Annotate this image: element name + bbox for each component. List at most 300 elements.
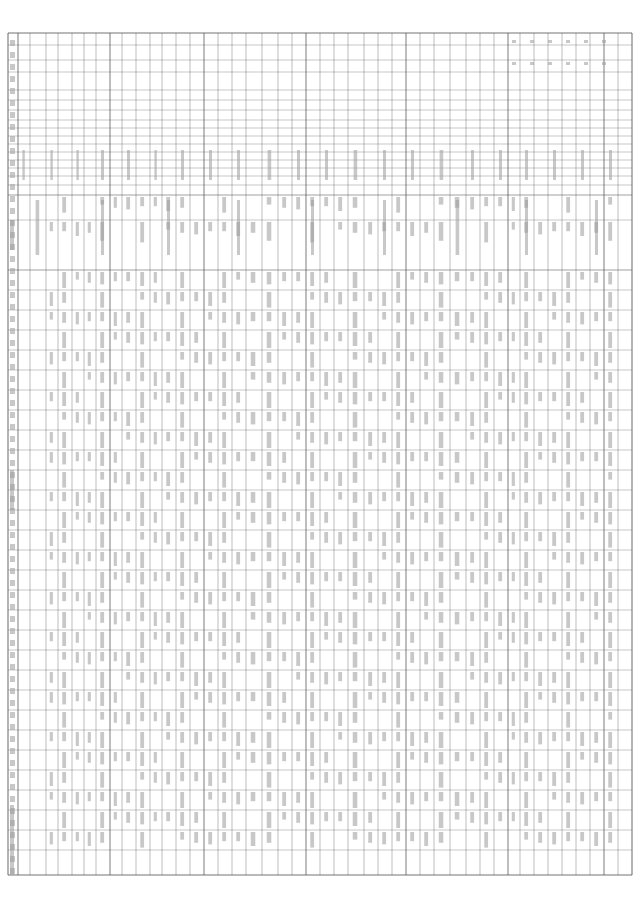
illegible-text [552,632,556,641]
illegible-text [353,492,358,503]
illegible-text [282,652,286,661]
illegible-text [338,712,342,726]
illegible-text [382,832,386,844]
section-caption-text [10,220,14,250]
illegible-text [222,612,226,628]
illegible-text [410,732,414,746]
illegible-text [282,472,286,483]
illegible-text [410,222,414,236]
illegible-text [424,372,428,380]
illegible-text [100,672,104,688]
illegible-text [62,432,66,448]
illegible-text [310,452,314,468]
illegible-text [338,432,342,441]
illegible-text [424,492,428,503]
illegible-text [538,292,542,301]
illegible-text [310,512,314,526]
illegible-text [608,312,612,321]
illegible-text [126,197,130,209]
illegible-text [62,632,66,646]
illegible-text [484,332,488,344]
illegible-text [114,692,117,703]
illegible-text [324,752,328,763]
illegible-text [608,432,612,448]
illegible-text [512,612,515,623]
illegible-text [267,652,272,661]
illegible-text [114,272,117,281]
illegible-text [194,632,198,641]
illegible-text [114,712,117,723]
illegible-text [608,792,612,801]
illegible-text [222,812,226,828]
row-header-text [10,388,15,394]
illegible-text [236,492,240,506]
illegible-text [396,672,400,688]
illegible-text [338,332,342,341]
illegible-text [455,412,460,421]
header-cell-text [530,62,534,65]
illegible-text [470,672,474,680]
illegible-text [222,772,226,783]
illegible-text [353,612,358,628]
illegible-text [166,712,170,726]
illegible-text [76,632,79,643]
illegible-text [512,197,515,211]
illegible-text [208,432,212,443]
illegible-text [76,352,79,361]
illegible-text [114,472,117,483]
column-header-text [311,200,314,255]
illegible-text [236,832,240,841]
illegible-text [62,492,66,501]
illegible-text [222,732,226,741]
column-header-text [471,150,474,180]
illegible-text [236,552,240,564]
illegible-text [282,612,286,624]
illegible-text [396,592,400,601]
illegible-text [208,792,212,800]
illegible-text [424,412,428,424]
illegible-text [424,752,428,763]
illegible-text [470,412,474,426]
illegible-text [88,372,91,380]
illegible-text [50,292,53,306]
illegible-text [338,197,342,211]
illegible-text [267,532,272,548]
illegible-text [396,432,400,448]
illegible-text [566,222,570,231]
illegible-text [50,392,53,401]
illegible-text [88,792,91,801]
illegible-text [50,832,53,844]
illegible-text [251,222,256,233]
row-header-text [10,532,15,538]
illegible-text [50,672,53,683]
illegible-text [251,312,256,321]
illegible-text [396,392,400,406]
illegible-text [594,792,598,801]
illegible-text [353,792,358,808]
illegible-text [368,592,372,603]
illegible-text [296,572,300,583]
column-header-text [167,200,170,255]
illegible-text [580,752,584,760]
illegible-text [100,692,104,706]
illegible-text [424,552,428,561]
illegible-text [222,832,226,841]
illegible-text [368,352,372,363]
illegible-text [194,572,198,583]
illegible-text [251,592,256,606]
illegible-text [236,392,240,403]
illegible-text [484,432,488,443]
illegible-text [608,632,612,648]
illegible-text [310,692,314,708]
illegible-text [208,692,212,703]
illegible-text [62,372,66,388]
illegible-text [62,752,66,768]
illegible-text [166,472,170,486]
illegible-text [524,832,528,840]
illegible-text [396,712,400,728]
illegible-text [282,312,286,326]
illegible-text [222,632,226,646]
illegible-text [194,592,198,603]
illegible-text [608,412,612,421]
illegible-text [608,532,612,548]
illegible-text [484,372,488,381]
illegible-text [296,672,300,680]
illegible-text [222,332,226,348]
illegible-text [324,372,328,386]
illegible-text [396,352,400,361]
illegible-text [498,812,502,821]
illegible-text [538,732,542,744]
row-header-text [10,460,15,466]
illegible-text [470,712,474,724]
illegible-text [484,312,488,328]
illegible-text [580,512,584,520]
illegible-text [484,712,488,721]
illegible-text [410,792,414,804]
illegible-text [114,312,117,326]
illegible-text [538,392,542,401]
illegible-text [455,572,460,580]
row-header-text [10,256,15,262]
column-header-text [76,150,78,180]
illegible-text [439,792,444,801]
row-header-text [10,760,15,766]
header-cell-text [584,40,588,43]
illegible-text [251,352,256,366]
illegible-text [455,612,460,624]
illegible-text [498,292,502,303]
illegible-text [140,412,144,423]
illegible-text [194,432,198,446]
illegible-text [126,572,130,583]
illegible-text [484,752,488,766]
illegible-text [140,452,144,468]
illegible-text [194,222,198,234]
illegible-text [296,472,300,484]
illegible-text [552,432,556,443]
illegible-text [236,272,240,280]
illegible-text [140,732,144,748]
illegible-text [368,692,372,700]
illegible-text [180,472,184,483]
illegible-text [50,792,53,800]
row-header-text [10,52,15,58]
column-header-text [209,150,212,180]
illegible-text [580,222,584,236]
illegible-text [154,632,157,640]
illegible-text [396,292,400,303]
illegible-text [222,572,226,588]
illegible-text [552,832,556,844]
column-header-text [50,150,52,180]
illegible-text [580,412,584,423]
illegible-text [594,492,598,503]
illegible-text [222,222,226,231]
illegible-text [396,372,400,388]
illegible-text [424,732,428,743]
column-header-text [525,200,528,255]
illegible-text [324,197,328,206]
column-header-text [181,150,184,180]
illegible-text [324,432,328,444]
illegible-text [382,292,386,306]
illegible-text [498,392,502,400]
illegible-text [324,672,328,684]
row-header-text [10,652,15,658]
illegible-text [439,492,444,508]
illegible-text [267,352,272,363]
illegible-text [267,292,272,308]
illegible-text [282,512,286,521]
illegible-text [166,612,170,623]
illegible-text [424,832,428,846]
illegible-text [396,632,400,646]
illegible-text [310,572,314,584]
illegible-text [88,592,91,606]
illegible-text [396,612,400,628]
illegible-text [368,292,372,301]
illegible-text [310,612,314,621]
illegible-text [100,812,104,828]
illegible-text [484,632,488,648]
illegible-text [324,572,328,581]
illegible-text [368,332,372,343]
illegible-text [338,492,342,500]
illegible-text [538,672,542,686]
illegible-text [166,532,170,544]
illegible-text [608,492,612,508]
illegible-text [484,592,488,608]
illegible-text [470,752,474,761]
illegible-text [222,712,226,728]
illegible-text [410,352,414,361]
illegible-text [180,292,184,301]
illegible-text [524,432,528,441]
illegible-text [470,572,474,583]
illegible-text [512,712,515,726]
illegible-text [524,332,528,346]
illegible-text [608,452,612,466]
illegible-text [62,332,66,348]
illegible-text [62,612,66,628]
illegible-text [222,472,226,488]
illegible-text [194,352,198,363]
illegible-text [524,712,528,723]
illegible-text [296,197,300,209]
illegible-text [126,672,130,680]
row-header-text [10,436,15,442]
illegible-text [608,812,612,828]
illegible-text [382,312,386,320]
illegible-text [88,732,91,743]
illegible-text [62,732,66,741]
illegible-text [114,372,117,384]
illegible-text [608,197,612,205]
illegible-text [396,532,400,543]
illegible-text [594,352,598,366]
row-header-text [10,100,15,106]
illegible-text [484,552,488,568]
illegible-text [194,832,198,843]
illegible-text [538,532,542,541]
column-header-text [297,150,300,180]
illegible-text [222,412,226,420]
illegible-text [267,692,272,706]
illegible-text [267,732,272,748]
illegible-text [76,312,79,324]
illegible-text [62,712,66,728]
illegible-text [396,752,400,768]
illegible-text [310,272,314,286]
illegible-text [180,272,184,288]
illegible-text [251,612,256,620]
illegible-text [324,612,328,626]
illegible-text [368,492,372,504]
illegible-text [236,632,240,643]
illegible-text [166,632,170,643]
illegible-text [88,452,91,461]
illegible-text [566,712,570,728]
illegible-text [524,692,528,708]
illegible-text [88,352,91,366]
illegible-text [338,372,342,383]
illegible-text [498,332,502,341]
illegible-text [310,352,314,368]
illegible-text [154,472,157,481]
illegible-text [180,792,184,808]
illegible-text [338,732,342,740]
illegible-text [282,692,286,703]
row-header-text [10,304,15,310]
illegible-text [594,412,598,424]
illegible-text [498,472,502,481]
illegible-text [498,632,502,640]
illegible-text [126,792,130,803]
illegible-text [222,392,226,406]
illegible-text [76,392,79,403]
illegible-text [566,732,570,741]
illegible-text [410,552,414,564]
illegible-text [368,222,372,234]
illegible-text [484,197,488,206]
illegible-text [166,392,170,403]
illegible-text [580,392,584,403]
illegible-text [251,752,256,763]
illegible-text [566,812,570,828]
illegible-text [552,552,556,560]
illegible-text [538,592,542,603]
illegible-text [324,532,328,543]
illegible-text [140,552,144,568]
illegible-text [267,492,272,508]
illegible-text [498,712,502,721]
illegible-text [552,792,556,800]
illegible-text [410,492,414,506]
illegible-text [566,452,570,464]
illegible-text [484,352,488,368]
illegible-text [126,332,130,343]
illegible-text [324,292,328,303]
illegible-text [552,392,556,401]
illegible-text [524,752,528,768]
header-cell-text [566,62,570,65]
illegible-text [208,672,212,683]
illegible-text [267,452,272,466]
illegible-text [222,672,226,688]
illegible-text [594,692,598,701]
illegible-text [439,652,444,661]
illegible-text [154,372,157,386]
illegible-text [194,772,198,781]
illegible-text [126,752,130,761]
illegible-text [180,772,184,781]
illegible-text [76,512,79,520]
illegible-text [594,372,598,380]
illegible-text [282,412,286,421]
illegible-text [524,512,528,528]
illegible-text [396,692,400,704]
illegible-text [140,672,144,683]
illegible-text [114,792,117,806]
illegible-text [222,552,226,563]
illegible-text [368,432,372,446]
illegible-text [324,472,328,481]
illegible-text [180,552,184,568]
row-header-text [10,160,15,166]
illegible-text [338,612,342,623]
illegible-text [455,272,460,281]
illegible-text [410,652,414,663]
illegible-text [484,492,488,508]
illegible-text [368,772,372,781]
illegible-text [538,432,542,446]
illegible-text [353,392,358,404]
illegible-text [251,452,256,461]
illegible-text [470,432,474,440]
illegible-text [396,452,400,464]
illegible-text [368,672,372,686]
illegible-text [310,412,314,423]
illegible-text [498,672,502,684]
illegible-text [296,792,300,803]
illegible-text [538,492,542,504]
illegible-text [62,472,66,488]
